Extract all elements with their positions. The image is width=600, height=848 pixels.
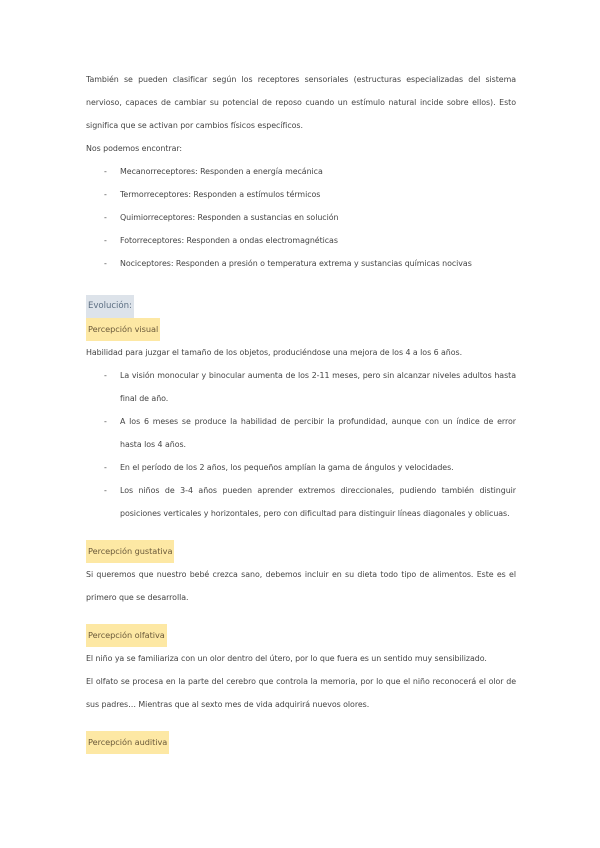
gustativa-heading: Percepción gustativa xyxy=(86,540,174,563)
list-item: - Mecanorreceptores: Responden a energía mecánica xyxy=(86,160,516,183)
document-body xyxy=(86,68,516,754)
bullet-dash: - xyxy=(104,463,107,472)
bullet-dash: - xyxy=(104,259,107,268)
list-item: - Quimiorreceptores: Responden a sustancias en solución xyxy=(86,206,516,229)
list-item: - Los niños de 3-4 años pueden aprender extremos direccionales, pudiendo también distinguir posiciones verticales y horizontales, pero con dificultad para distinguir líneas diagonales y oblicuas. xyxy=(86,479,516,525)
list-item: - En el período de los 2 años, los pequeños amplían la gama de ángulos y velocidades. xyxy=(86,456,516,479)
intro-paragraph: También se pueden clasificar según los receptores sensoriales (estructuras especializadas del sistema nervioso, capaces de cambiar su potencial de reposo cuando un estímulo natural incide sobre ellos). Esto significa que se activan por cambios físicos específicos. xyxy=(86,75,516,130)
auditiva-heading: Percepción auditiva xyxy=(86,731,169,754)
olfativa-text-1: El niño ya se familiariza con un olor dentro del útero, por lo que fuera es un sentido muy sensibilizado. xyxy=(86,654,487,663)
bullet-dash: - xyxy=(104,486,107,495)
bullet-dash: - xyxy=(104,236,107,245)
list-item: - Fotorreceptores: Responden a ondas electromagnéticas xyxy=(86,229,516,252)
list-item: - Termorreceptores: Responden a estímulos térmicos xyxy=(86,183,516,206)
visual-list xyxy=(86,364,516,525)
list-item: - A los 6 meses se produce la habilidad de percibir la profundidad, aunque con un índice de error hasta los 4 años. xyxy=(86,410,516,456)
bullet-dash: - xyxy=(104,167,107,176)
bullet-dash: - xyxy=(104,213,107,222)
list-item: - La visión monocular y binocular aumenta de los 2-11 meses, pero sin alcanzar niveles adultos hasta final de año. xyxy=(86,364,516,410)
visual-text: Habilidad para juzgar el tamaño de los objetos, produciéndose una mejora de los 4 a los 6 años. xyxy=(86,348,463,357)
bullet-dash: - xyxy=(104,371,107,380)
visual-heading: Percepción visual xyxy=(86,318,160,341)
olfativa-text-2: El olfato se procesa en la parte del cerebro que controla la memoria, por lo que el niño reconocerá el olor de sus padres… Mientras que al sexto mes de vida adquirirá nuevos olores. xyxy=(86,677,516,709)
intro-lead: Nos podemos encontrar: xyxy=(86,144,183,153)
olfativa-heading: Percepción olfativa xyxy=(86,624,167,647)
bullet-dash: - xyxy=(104,190,107,199)
receptor-list xyxy=(86,160,516,275)
bullet-dash: - xyxy=(104,417,107,426)
gustativa-text: Si queremos que nuestro bebé crezca sano, debemos incluir en su dieta todo tipo de alimentos. Este es el primero que se desarrolla. xyxy=(86,570,516,602)
list-item: - Nociceptores: Responden a presión o temperatura extrema y sustancias químicas nocivas xyxy=(86,252,516,275)
evolucion-heading: Evolución: xyxy=(86,295,134,318)
